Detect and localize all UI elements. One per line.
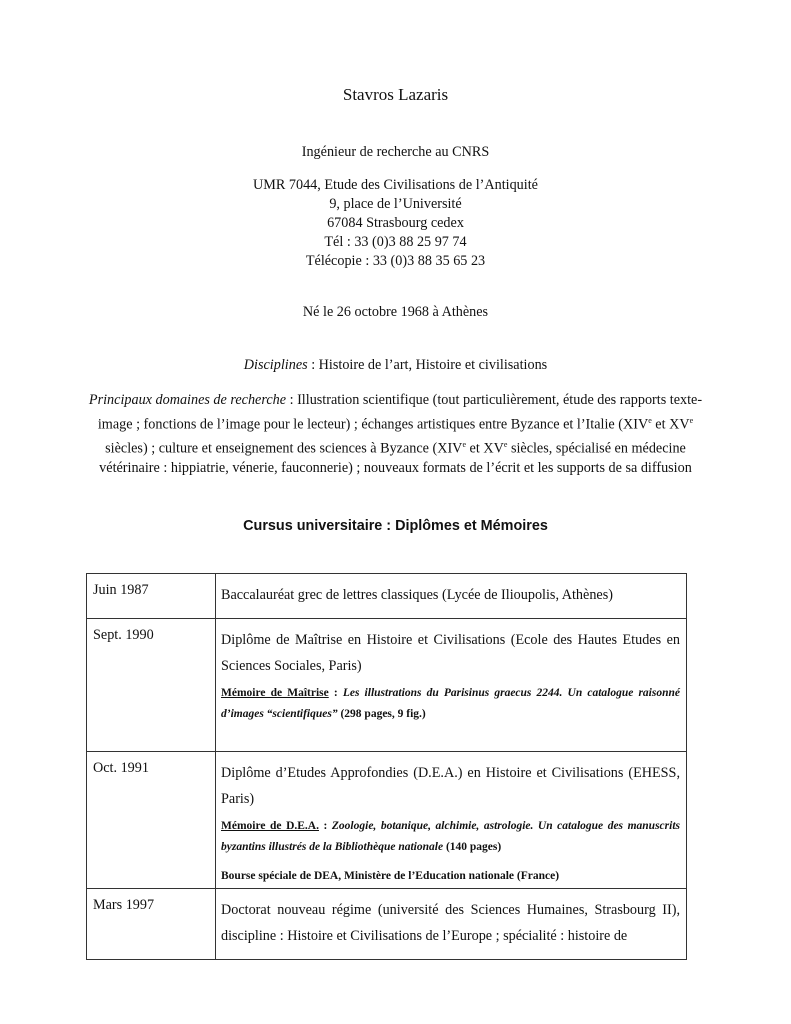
diploma-text: Diplôme d’Etudes Approfondies (D.E.A.) en Histoire et Civilisations (EHESS, Paris)	[221, 765, 680, 807]
diploma-text: Baccalauréat grec de lettres classiques (Lycée de Ilioupolis, Athènes)	[221, 587, 613, 603]
superscript: e	[689, 415, 694, 425]
description-cell	[216, 574, 687, 619]
grant-note: Bourse spéciale de DEA, Ministère de l’Education nationale (France)	[221, 870, 560, 882]
superscript: e	[462, 439, 466, 449]
position-title: Ingénieur de recherche au CNRS	[301, 144, 490, 160]
cursus-table	[86, 573, 687, 960]
memoir-entry	[221, 683, 680, 725]
research-label: Principaux domaines de recherche	[88, 392, 287, 408]
research-text: et XV	[466, 440, 504, 457]
address-line: 9, place de l’Université	[329, 196, 462, 212]
diploma-text: Diplôme de Maîtrise en Histoire et Civilisations (Ecole des Hautes Etudes en Sciences Sociales, Paris)	[221, 632, 680, 674]
memoir-extra: (298 pages, 9 fig.)	[337, 708, 426, 720]
disciplines-label: Disciplines	[243, 357, 308, 373]
section-title: Cursus universitaire : Diplômes et Mémoires	[243, 518, 548, 534]
superscript: e	[648, 415, 652, 425]
disciplines	[0, 357, 791, 374]
date-cell: Sept. 1990	[87, 619, 216, 752]
superscript: e	[503, 439, 508, 449]
separator: :	[328, 687, 343, 699]
memoir-entry	[221, 816, 680, 858]
disciplines-text: : Histoire de l’art, Histoire et civilisations	[307, 357, 548, 373]
table-row	[87, 752, 687, 889]
research-text: siècles, spécialisé en médecine vétérinaire : hippiatrie, vénerie, fauconnerie) ; nouveaux formats de l’écrit et les supports de sa diffusion	[99, 440, 692, 476]
fax-line: Télécopie : 33 (0)3 88 35 65 23	[305, 253, 486, 269]
table-row	[87, 619, 687, 752]
affiliation-block	[0, 143, 791, 271]
memoir-extra: (140 pages)	[443, 841, 502, 853]
date-cell: Juin 1987	[87, 574, 216, 619]
address-line: 67084 Strasbourg cedex	[327, 215, 464, 231]
birth-info: Né le 26 octobre 1968 à Athènes	[302, 304, 489, 320]
date-cell: Mars 1997	[87, 889, 216, 960]
address-line: UMR 7044, Etude des Civilisations de l’Antiquité	[253, 177, 538, 193]
description-cell	[216, 889, 687, 960]
research-text: et XV	[651, 416, 690, 433]
description-cell	[216, 752, 687, 889]
phone-line: Tél : 33 (0)3 88 25 97 74	[324, 234, 467, 250]
memoir-label: Mémoire de D.E.A.	[221, 820, 319, 832]
research-text: siècles) ; culture et enseignement des sciences à Byzance (XIV	[105, 440, 463, 457]
table-row	[87, 889, 687, 960]
research-domains	[88, 391, 703, 478]
table-row	[87, 574, 687, 619]
date-cell: Oct. 1991	[87, 752, 216, 889]
memoir-label: Mémoire de Maîtrise	[221, 687, 329, 699]
person-name: Stavros Lazaris	[342, 85, 449, 104]
diploma-text: Doctorat nouveau régime (université des Sciences Humaines, Strasbourg II), discipline : Histoire et Civilisations de l’Europe ; spécialité : histoire de	[221, 902, 680, 944]
description-cell	[216, 619, 687, 752]
separator: :	[318, 820, 332, 832]
research-text: : Illustration scientifique (tout particulièrement, étude des rapports texte-image ; fonctions de l’image pour le lecteur) ; échanges artistiques entre Byzance et l’Italie (XIV	[97, 392, 703, 433]
memoir-title: Les illustrations du Parisinus graecus 2244. Un catalogue raisonné d’images “scientifiques”	[221, 687, 680, 720]
memoir-title: Zoologie, botanique, alchimie, astrologie. Un catalogue des manuscrits byzantins illustrés de la Bibliothèque nationale	[221, 820, 680, 853]
